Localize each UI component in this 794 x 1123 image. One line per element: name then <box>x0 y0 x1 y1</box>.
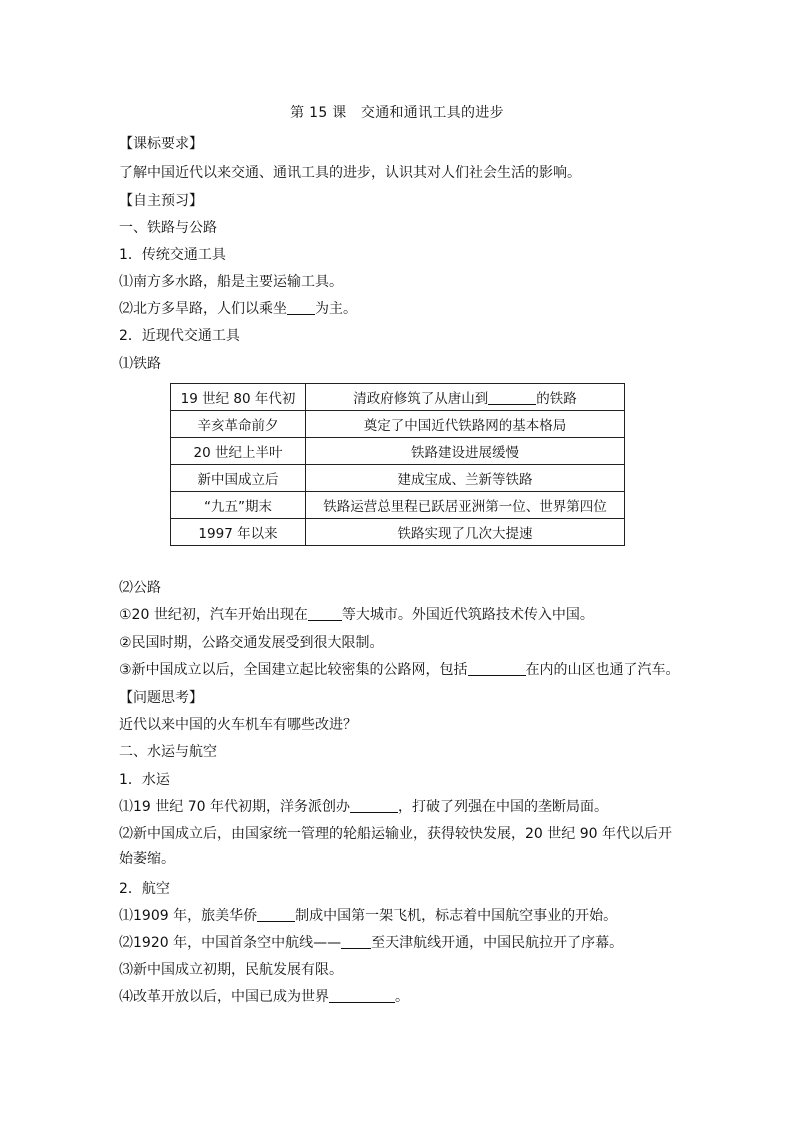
period-cell: 19 世纪 80 年代初 <box>171 384 306 411</box>
period-cell: 辛亥革命前夕 <box>171 411 306 438</box>
water-item-2: ⑵新中国成立后，由国家统一管理的轮船运输业，获得较快发展，20 世纪 90 年代以后开始萎缩。 <box>119 826 672 867</box>
period-cell: 新中国成立后 <box>171 465 306 492</box>
air-item-2 <box>119 933 623 953</box>
road-item-3-after: 在内的山区也通了汽车。 <box>525 662 680 678</box>
table-row <box>171 438 625 465</box>
air-item-1-after: 制成中国第一架飞机，标志着中国航空事业的开始。 <box>295 908 618 924</box>
fill-blank[interactable] <box>308 606 342 621</box>
table-row <box>171 492 625 519</box>
lesson-title: 第 15 课 交通和通讯工具的进步 <box>290 105 504 121</box>
traditional-title: 1．传统交通工具 <box>119 247 226 263</box>
road-item-1 <box>119 605 594 625</box>
event-cell: 建成宝成、兰新等铁路 <box>306 465 625 492</box>
period-cell: 20 世纪上半叶 <box>171 438 306 465</box>
road-title: ⑵公路 <box>119 580 161 596</box>
road-item-1-after: 等大城市。外国近代筑路技术传入中国。 <box>341 607 594 623</box>
road-item-1-before: ①20 世纪初，汽车开始出现在 <box>119 607 308 623</box>
water-title: 1．水运 <box>119 772 170 788</box>
traditional-item-2-after: 为主。 <box>315 301 357 317</box>
air-item-1-before: ⑴1909 年，旅美华侨 <box>119 908 258 924</box>
air-item-2-before: ⑵1920 年，中国首条空中航线—— <box>119 935 342 951</box>
air-item-2-after: 至天津航线开通，中国民航拉开了序幕。 <box>371 935 624 951</box>
air-item-3: ⑶新中国成立初期，民航发展有限。 <box>119 962 343 978</box>
road-item-3 <box>119 660 680 680</box>
fill-blank[interactable] <box>488 390 536 405</box>
fill-blank[interactable] <box>350 798 398 813</box>
event-cell <box>306 384 625 411</box>
fill-blank[interactable] <box>257 907 295 922</box>
air-item-4-after: 。 <box>395 989 409 1005</box>
traditional-item-1: ⑴南方多水路，船是主要运输工具。 <box>119 274 343 290</box>
part1-title: 一、铁路与公路 <box>119 220 217 236</box>
event-cell: 铁路运营总里程已跃居亚洲第一位、世界第四位 <box>306 492 625 519</box>
road-item-3-before: ③新中国成立以后，全国建立起比较密集的公路网，包括 <box>119 662 468 678</box>
question-header: 【问题思考】 <box>119 690 203 706</box>
table-row <box>171 519 625 546</box>
water-item-1-before: ⑴19 世纪 70 年代初期，洋务派创办 <box>119 799 350 815</box>
fill-blank[interactable] <box>287 300 315 315</box>
event-text: 清政府修筑了从唐山到 <box>353 391 489 407</box>
event-cell: 铁路实现了几次大提速 <box>306 519 625 546</box>
question-text: 近代以来中国的火车机车有哪些改进？ <box>119 717 357 733</box>
event-cell: 奠定了中国近代铁路网的基本格局 <box>306 411 625 438</box>
water-item-1-after: ，打破了列强在中国的垄断局面。 <box>397 799 608 815</box>
preview-header: 【自主预习】 <box>119 193 203 209</box>
event-cell: 铁路建设进展缓慢 <box>306 438 625 465</box>
air-item-4 <box>119 987 409 1007</box>
table-row <box>171 465 625 492</box>
air-item-1 <box>119 906 617 926</box>
fill-blank[interactable] <box>341 934 371 949</box>
table-row <box>171 384 625 411</box>
period-cell: 1997 年以来 <box>171 519 306 546</box>
part2-title: 二、水运与航空 <box>119 744 217 760</box>
water-item-1 <box>119 797 608 817</box>
air-item-4-before: ⑷改革开放以后，中国已成为世界 <box>119 989 329 1005</box>
period-cell: “九五”期末 <box>171 492 306 519</box>
fill-blank[interactable] <box>468 661 526 676</box>
traditional-item-2-before: ⑵北方多旱路，人们以乘坐 <box>119 301 287 317</box>
railway-table <box>170 383 625 546</box>
railway-title: ⑴铁路 <box>119 356 161 372</box>
event-text-after: 的铁路 <box>536 391 577 407</box>
road-item-2: ②民国时期，公路交通发展受到很大限制。 <box>119 635 384 651</box>
table-row <box>171 411 625 438</box>
requirement-text: 了解中国近代以来交通、通讯工具的进步，认识其对人们社会生活的影响。 <box>119 165 581 181</box>
fill-blank[interactable] <box>329 988 395 1003</box>
traditional-item-2 <box>119 299 357 319</box>
modern-title: 2．近现代交通工具 <box>119 328 240 344</box>
air-title: 2．航空 <box>119 881 170 897</box>
requirement-header: 【课标要求】 <box>119 136 203 152</box>
